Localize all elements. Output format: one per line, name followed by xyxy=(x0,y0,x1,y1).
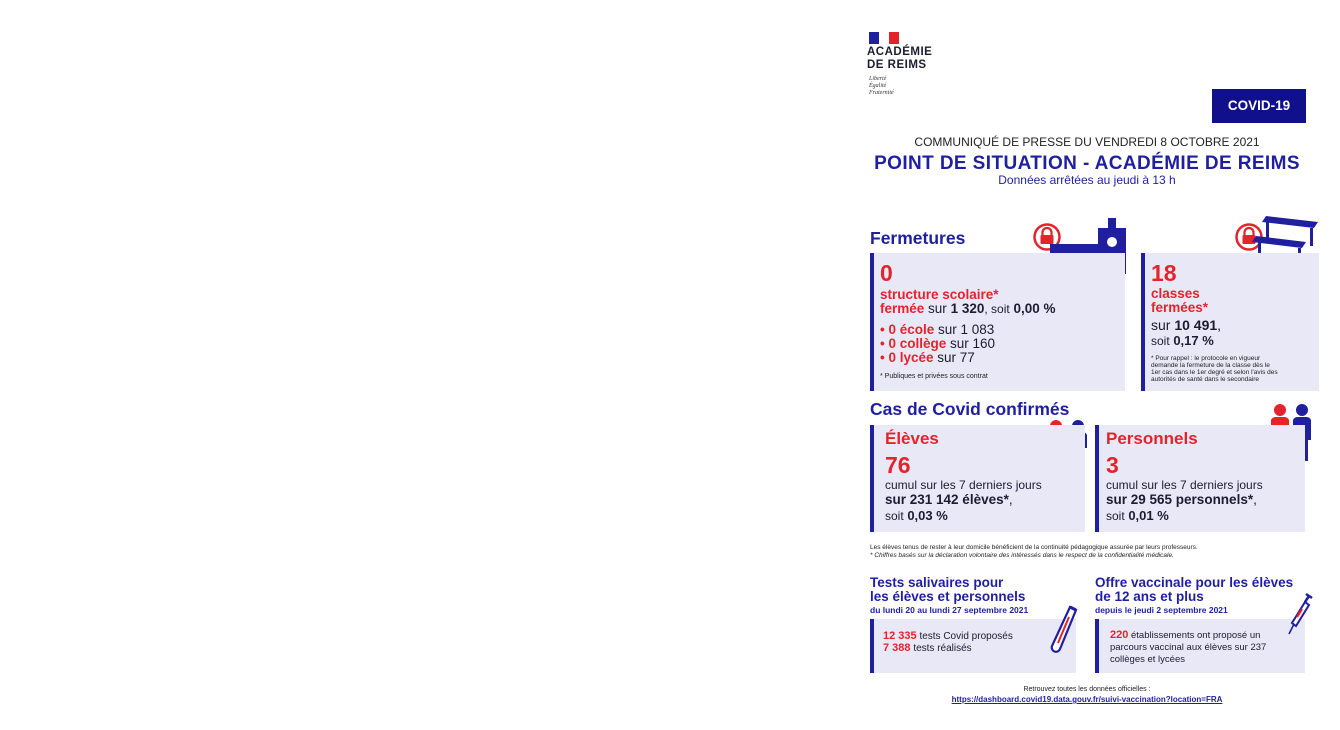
page-title: POINT DE SITUATION - ACADÉMIE DE REIMS xyxy=(874,153,1300,174)
eleves-total: sur 231 142 élèves* xyxy=(885,492,1009,507)
personnels-pct-line xyxy=(1106,508,1169,523)
structures-card xyxy=(870,253,1125,391)
logo-line-1: ACADÉMIE xyxy=(867,46,933,58)
classes-label-1: classes xyxy=(1151,286,1200,301)
section-title-fermetures: Fermetures xyxy=(870,228,966,248)
classes-label xyxy=(1151,287,1208,315)
personnels-total-line xyxy=(1106,492,1257,507)
section-title-cas: Cas de Covid confirmés xyxy=(870,399,1070,419)
press-release-sheet xyxy=(834,0,1340,730)
vaccin-line-2: parcours vaccinal aux élèves sur 237 xyxy=(1110,642,1267,653)
classes-note-4: autorités de santé dans le secondaire xyxy=(1151,376,1260,383)
classes-sur: sur xyxy=(1151,317,1171,333)
tests-title xyxy=(870,576,1025,604)
tests-done-count: 7 388 xyxy=(883,642,911,654)
vaccin-period: depuis le jeudi 2 septembre 2021 xyxy=(1095,605,1228,615)
vaccin-title-1: Offre vaccinale pour les élèves xyxy=(1095,575,1294,590)
motto-fraternite: Fraternité xyxy=(869,90,894,96)
vaccin-card xyxy=(1095,619,1305,673)
personnels-pct: 0,01 % xyxy=(1128,508,1169,523)
classes-label-2: fermées* xyxy=(1151,300,1209,315)
personnels-period: cumul sur les 7 derniers jours xyxy=(1106,478,1263,492)
lycee-total: sur 77 xyxy=(937,350,975,365)
tests-card xyxy=(870,619,1076,673)
ecole-count: 0 école xyxy=(888,322,935,337)
personnels-total: sur 29 565 personnels* xyxy=(1106,492,1254,507)
classes-note-2: demande la fermeture de la classe dès le xyxy=(1151,362,1270,369)
footer-note: Retrouvez toutes les données officielles : xyxy=(1023,686,1151,693)
eleves-pct: 0,03 % xyxy=(907,508,948,523)
classes-pct: 0,17 % xyxy=(1173,333,1214,348)
classes-comma: , xyxy=(1217,317,1222,333)
structures-pct: 0,00 % xyxy=(1013,301,1056,316)
footer-link[interactable]: https://dashboard.covid19.data.gouv.fr/suivi-vaccination?location=FRA xyxy=(951,695,1223,704)
classes-footnote xyxy=(1151,355,1278,383)
personnels-soit: soit xyxy=(1106,509,1125,523)
tests-done-label: tests réalisés xyxy=(913,643,972,654)
motto-liberte: Liberté xyxy=(869,76,887,82)
vaccin-title-2: de 12 ans et plus xyxy=(1095,589,1204,604)
lycee-count: 0 lycée xyxy=(888,350,934,365)
test-tube-icon xyxy=(1048,603,1080,657)
eleves-card xyxy=(870,425,1085,532)
communique-line: COMMUNIQUÉ DE PRESSE DU VENDREDI 8 OCTOBRE 2021 xyxy=(914,135,1260,149)
vaccin-title xyxy=(1095,576,1293,604)
tests-proposed-line xyxy=(883,630,1013,642)
structures-breakdown xyxy=(880,323,995,365)
motto-egalite: Égalité xyxy=(869,83,887,89)
eleves-total-line xyxy=(885,492,1013,507)
vaccin-line-1 xyxy=(1110,629,1260,641)
college-total: sur 160 xyxy=(950,336,996,351)
covid-badge: COVID-19 xyxy=(1212,89,1306,123)
tests-proposed-label: tests Covid proposés xyxy=(919,631,1013,642)
eleves-pct-line xyxy=(885,508,948,523)
classes-count: 18 xyxy=(1151,260,1177,286)
tests-period: du lundi 20 au lundi 27 septembre 2021 xyxy=(870,605,1029,615)
structures-soit: , soit xyxy=(984,302,1010,316)
structures-count: 0 xyxy=(880,260,893,286)
classes-note-3: 1er cas dans le 1er degré et selon l'avis des xyxy=(1151,369,1278,376)
syringe-icon xyxy=(1286,592,1314,638)
tests-done-line xyxy=(883,642,972,654)
classes-total: 10 491 xyxy=(1174,317,1218,333)
structures-footnote: * Publiques et privées sous contrat xyxy=(880,373,988,380)
breakdown-ecole: • 0 école sur 1 083 xyxy=(880,322,995,337)
logo-line-2: DE REIMS xyxy=(867,59,927,71)
cas-note-1: Les élèves tenus de rester à leur domicile bénéficient de la continuité pédagogique assurée par leurs professeurs. xyxy=(870,544,1198,551)
college-count: 0 collège xyxy=(888,336,947,351)
tests-title-1: Tests salivaires pour xyxy=(870,575,1004,590)
republic-motto xyxy=(869,76,894,97)
cas-note-2: * Chiffres basés sur la déclaration volontaire des intéressés dans le respect de la confidentialité médicale. xyxy=(870,552,1174,559)
personnels-count: 3 xyxy=(1106,452,1119,478)
ecole-total: sur 1 083 xyxy=(938,322,995,337)
personnels-comma: , xyxy=(1253,492,1257,507)
structures-total: 1 320 xyxy=(950,301,985,316)
classes-pct-line xyxy=(1151,333,1214,348)
classes-total-line xyxy=(1151,317,1221,333)
vaccin-line-3: collèges et lycées xyxy=(1110,654,1185,665)
classes-note-1: * Pour rappel : le protocole en vigueur xyxy=(1151,355,1261,362)
tests-title-2: les élèves et personnels xyxy=(870,589,1026,604)
vaccin-count: 220 xyxy=(1110,629,1129,641)
academy-logo-text xyxy=(867,46,932,72)
structures-sur: sur xyxy=(928,301,947,316)
structures-total-line xyxy=(880,301,1056,316)
structures-label-1: structure scolaire* xyxy=(880,287,999,302)
classes-soit: soit xyxy=(1151,334,1170,348)
eleves-count: 76 xyxy=(885,452,911,478)
eleves-comma: , xyxy=(1008,492,1013,507)
french-flag-icon xyxy=(869,32,899,44)
eleves-soit: soit xyxy=(885,509,904,523)
eleves-period: cumul sur les 7 derniers jours xyxy=(885,478,1042,492)
breakdown-lycee: • 0 lycée sur 77 xyxy=(880,350,975,365)
breakdown-college: • 0 collège sur 160 xyxy=(880,336,996,351)
eleves-label: Élèves xyxy=(885,429,939,448)
personnels-card xyxy=(1095,425,1305,532)
personnels-label: Personnels xyxy=(1106,429,1198,448)
classes-card xyxy=(1141,253,1319,391)
vaccin-line-1-text: établissements ont proposé un xyxy=(1131,630,1261,641)
data-cutoff-note: Données arrêtées au jeudi à 13 h xyxy=(998,173,1176,187)
structures-label-2: fermée xyxy=(880,301,925,316)
tests-proposed-count: 12 335 xyxy=(883,630,917,642)
